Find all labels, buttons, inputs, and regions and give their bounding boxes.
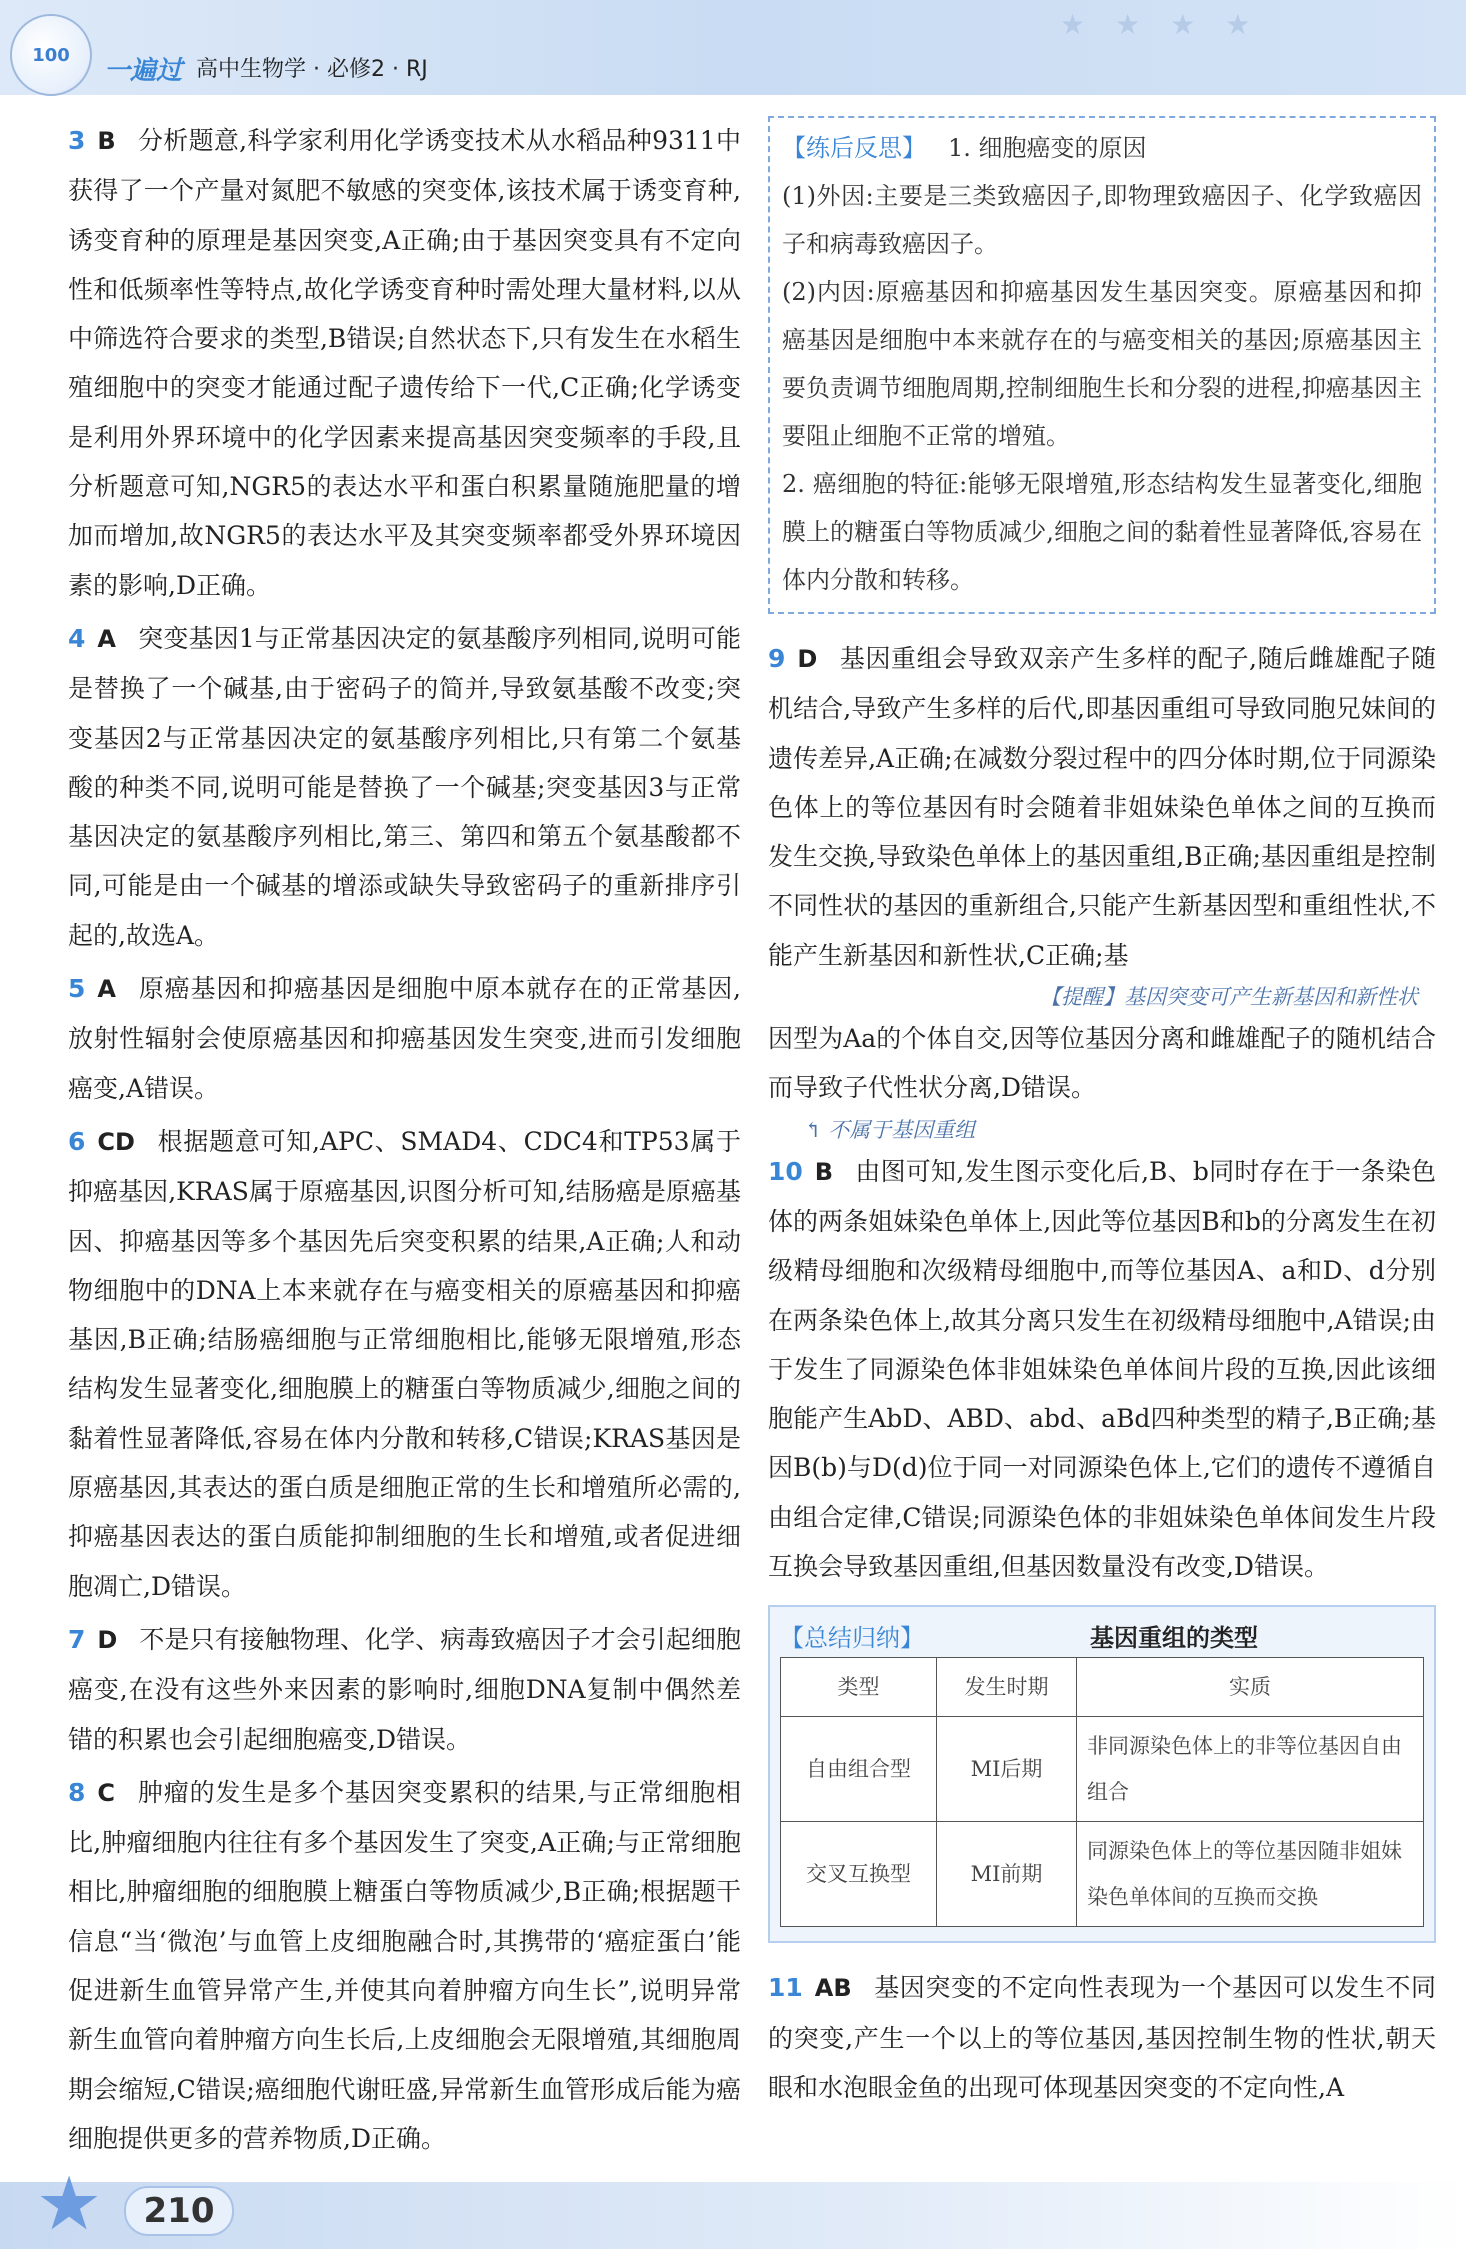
margin-note-reminder: 【提醒】基因突变可产生新基因和新性状 <box>1040 985 1418 1010</box>
answer-explanation: 原癌基因和抑癌基因是细胞中原本就存在的正常基因,放射性辐射会使原癌基因和抑癌基因发生突变,进而引发细胞癌变,A错误。 <box>68 974 741 1103</box>
summary-box <box>768 1605 1436 1943</box>
answer-letter: B <box>814 1157 834 1186</box>
answer-item <box>68 964 741 1113</box>
answer-explanation: 分析题意,科学家利用化学诱变技术从水稻品种9311中获得了一个产量对氮肥不敏感的突变体,该技术属于诱变育种,诱变育种的原理是基因突变,A正确;由于基因突变具有不定向性和低频率性等特点,故化学诱变育种时需处理大量材料,以从中筛选符合要求的类型,B错误;自然状态下,只有发生在水稻生殖细胞中的突变才能通过配子遗传给下一代,C正确;化学诱变是利用外界环境中的化学因素来提高基因突变频率的手段,且分析题意可知,NGR5的表达水平和蛋白积累量随施肥量的增加而增加,故NGR5的表达水平及其突变频率都受外界环境因素的影响,D正确。 <box>68 126 741 600</box>
answer-explanation: 基因突变的不定向性表现为一个基因可以发生不同的突变,产生一个以上的等位基因,基因控制生物的性状,朝天眼和水泡眼金鱼的出现可体现基因突变的不定向性,A <box>768 1973 1436 2102</box>
answer-letter: CD <box>97 1127 135 1156</box>
table-cell: 非同源染色体上的非等位基因自由组合 <box>1077 1717 1424 1822</box>
summary-tag: 【总结归纳】 <box>780 1623 924 1652</box>
decorative-stars-icon: ★★★★ <box>1060 8 1281 41</box>
reflection-box <box>768 116 1436 614</box>
left-column <box>68 116 741 2167</box>
answer-letter: AB <box>814 1974 852 2003</box>
answer-item <box>68 116 741 610</box>
summary-title: 基因重组的类型 <box>1090 1623 1258 1652</box>
question-number: 10 <box>768 1156 803 1186</box>
right-column <box>768 116 1436 2116</box>
margin-note-text: 不属于基因重组 <box>828 1117 976 1142</box>
answer-letter: A <box>97 975 116 1004</box>
page-number: 210 <box>124 2186 234 2236</box>
answer-explanation: 由图可知,发生图示变化后,B、b同时存在于一条染色体的两条姐妹染色单体上,因此等位基因B和b的分离发生在初级精母细胞和次级精母细胞中,而等位基因A、a和D、d分别在两条染色体上,故其分离只发生在初级精母细胞中,A错误;由于发生了同源染色体非姐妹染色单体间片段的互换,因此该细胞能产生AbD、ABD、abd、aBd四种类型的精子,B正确;基因B(b)与D(d)位于同一对同源染色体上,它们的遗传不遵循自由组合定律,C错误;同源染色体的非姐妹染色单体间发生片段互换会导致基因重组,但基因数量没有改变,D错误。 <box>768 1156 1436 1582</box>
answer-item <box>768 1963 1436 2112</box>
question-number: 4 <box>68 623 86 653</box>
recombination-table <box>780 1657 1424 1927</box>
table-row <box>781 1717 1424 1822</box>
table-cell: MⅠ后期 <box>937 1717 1077 1822</box>
answer-explanation: 突变基因1与正常基因决定的氨基酸序列相同,说明可能是替换了一个碱基,由于密码子的简并,导致氨基酸不改变;突变基因2与正常基因决定的氨基酸序列相比,只有第二个氨基酸的种类不同,说明可能是替换了一个碱基;突变基因3与正常基因决定的氨基酸序列相比,第三、第四和第五个氨基酸都不同,可能是由一个碱基的增添或缺失导致密码子的重新排序引起的,故选A。 <box>68 623 741 950</box>
brand-name: 一遍过 <box>104 56 183 86</box>
answer-letter: D <box>97 1625 118 1654</box>
answer-item <box>68 1768 741 2163</box>
summary-header <box>780 1613 1424 1657</box>
answer-explanation: 根据题意可知,APC、SMAD4、CDC4和TP53属于抑癌基因,KRAS属于原癌基因,识图分析可知,结肠癌是原癌基因、抑癌基因等多个基因先后突变积累的结果,A正确;人和动物细胞中的DNA上本来就存在与癌变相关的原癌基因和抑癌基因,B正确;结肠癌细胞与正常细胞相比,能够无限增殖,形态结构发生显著变化,细胞膜上的糖蛋白等物质减少,细胞之间的黏着性显著降低,容易在体内分散和转移,C错误;KRAS基因是原癌基因,其表达的蛋白质是细胞正常的生长和增殖所必需的,抑癌基因表达的蛋白质能抑制细胞的生长和增殖,或者促进细胞凋亡,D错误。 <box>68 1126 741 1601</box>
reflection-heading: 1. 细胞癌变的原因 <box>948 134 1147 162</box>
answer-item <box>768 634 1436 980</box>
question-number: 8 <box>68 1777 86 1807</box>
table-cell: 自由组合型 <box>781 1717 937 1822</box>
reflection-tag: 【练后反思】 <box>782 134 926 162</box>
reflection-internal-cause: (2)内因:原癌基因和抑癌基因发生基因突变。原癌基因和抑癌基因是细胞中本来就存在的与癌变相关的基因;原癌基因主要负责调节细胞周期,控制细胞生长和分裂的进程,抑癌基因主要阻止细胞不正常的增殖。 <box>782 278 1422 450</box>
answer-letter: D <box>797 645 818 673</box>
page-header <box>0 0 1466 95</box>
table-header: 实质 <box>1077 1658 1424 1717</box>
table-row <box>781 1822 1424 1927</box>
question-number: 6 <box>68 1126 86 1156</box>
logo-text: 100 <box>32 44 70 66</box>
answer-letter: A <box>97 624 116 653</box>
table-cell: 同源染色体上的等位基因随非姐妹染色单体间的互换而交换 <box>1077 1822 1424 1927</box>
answer-item <box>68 614 741 960</box>
answer-explanation: 肿瘤的发生是多个基因突变累积的结果,与正常细胞相比,肿瘤细胞内往往有多个基因发生了突变,A正确;与正常细胞相比,肿瘤细胞的细胞膜上糖蛋白等物质减少,B正确;根据题干信息“当‘微泡’与血管上皮细胞融合时,其携带的‘癌症蛋白’能促进新生血管异常产生,并使其向着肿瘤方向生长”,说明异常新生血管向着肿瘤方向生长后,上皮细胞会无限增殖,其细胞周期会缩短,C错误;癌细胞代谢旺盛,异常新生血管形成后能为癌细胞提供更多的营养物质,D正确。 <box>68 1777 741 2153</box>
table-cell: 交叉互换型 <box>781 1822 937 1927</box>
answer-item <box>68 1117 741 1611</box>
answer-item <box>768 1147 1436 1592</box>
star-badge-icon: ★ <box>35 2161 103 2247</box>
table-cell: MⅠ前期 <box>937 1822 1077 1927</box>
reflection-cancer-features: 2. 癌细胞的特征:能够无限增殖,形态结构发生显著变化,细胞膜上的糖蛋白等物质减少,细胞之间的黏着性显著降低,容易在体内分散和转移。 <box>782 470 1422 594</box>
table-header-row <box>781 1658 1424 1717</box>
answer-letter: C <box>97 1778 116 1807</box>
question-number: 9 <box>768 644 786 673</box>
answer-continuation: 因型为Aa的个体自交,因等位基因分离和雌雄配子的随机结合而导致子代性状分离,D错误。 <box>768 1024 1436 1103</box>
question-number: 3 <box>68 126 86 155</box>
brand-logo <box>10 14 92 96</box>
question-number: 11 <box>768 1973 803 2003</box>
question-number: 7 <box>68 1624 86 1654</box>
reflection-external-cause: (1)外因:主要是三类致癌因子,即物理致癌因子、化学致癌因子和病毒致癌因子。 <box>782 182 1422 258</box>
answer-item <box>68 1615 741 1764</box>
answer-letter: B <box>97 127 116 155</box>
question-number: 5 <box>68 974 86 1004</box>
table-header: 发生时期 <box>937 1658 1077 1717</box>
margin-note-annotation <box>768 1113 1436 1147</box>
table-header: 类型 <box>781 1658 937 1717</box>
book-title: 高中生物学 · 必修2 · RJ <box>196 57 428 82</box>
answer-explanation: 基因重组会导致双亲产生多样的配子,随后雌雄配子随机结合,导致产生多样的后代,即基因重组可导致同胞兄妹间的遗传差异,A正确;在减数分裂过程中的四分体时期,位于同源染色体上的等位基因有时会随着非姐妹染色单体之间的互换而发生交换,导致染色单体上的基因重组,B正确;基因重组是控制不同性状的基因的重新组合,只能产生新基因型和重组性状,不能产生新基因和新性状,C正确;基 <box>768 644 1436 970</box>
arrow-icon: ↰ <box>804 1117 829 1142</box>
answer-explanation: 不是只有接触物理、化学、病毒致癌因子才会引起细胞癌变,在没有这些外来因素的影响时,细胞DNA复制中偶然差错的积累也会引起细胞癌变,D错误。 <box>68 1624 741 1754</box>
